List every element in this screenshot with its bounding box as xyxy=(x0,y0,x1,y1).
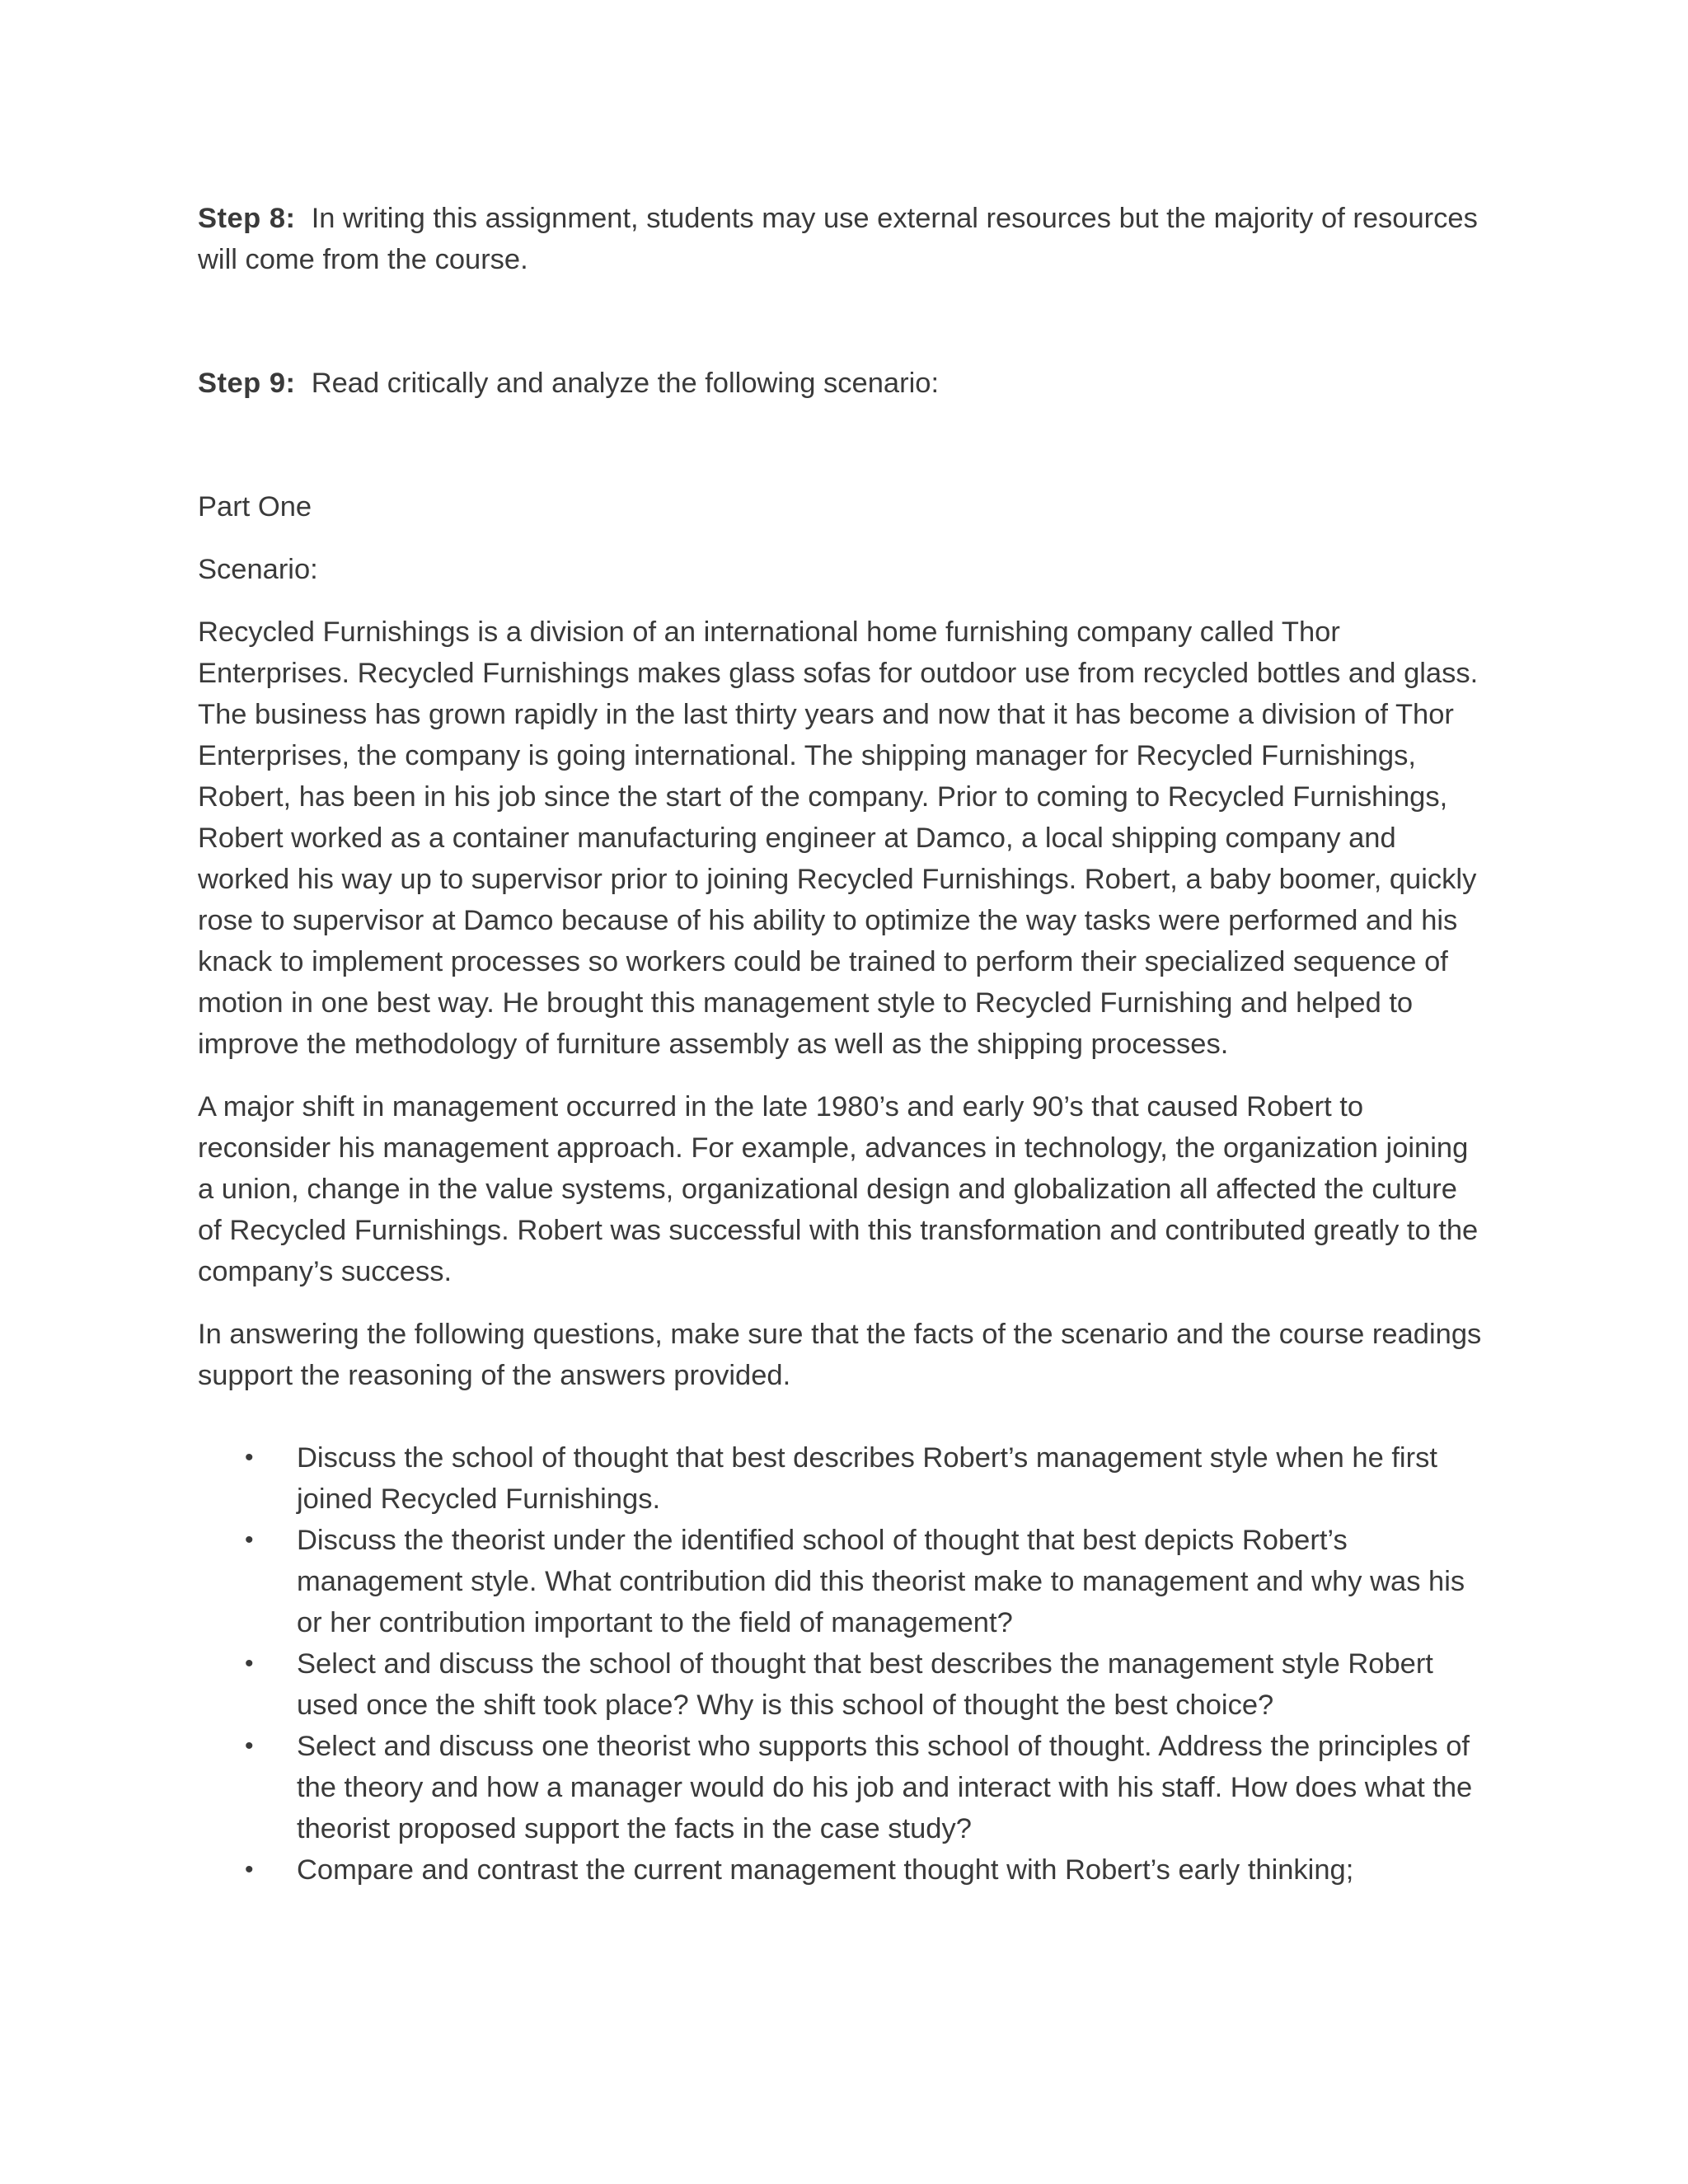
step-9-text: Read critically and analyze the following scenario: xyxy=(311,368,940,399)
instructions-paragraph: In answering the following questions, make sure that the facts of the scenario and the course readings support the reasoning of the answers provided. xyxy=(198,1319,1482,1391)
question-item-2 xyxy=(198,1520,1484,1643)
question-text: Compare and contrast the current management thought with Robert’s early thinking; xyxy=(297,1854,1354,1886)
question-text: Discuss the theorist under the identified school of thought that best depicts Robert’s management style. What contribution did this theorist make to management and why was his or her contribution important to the field of management? xyxy=(297,1525,1465,1638)
step-8-label: Step 8: xyxy=(198,203,296,234)
scenario-label: Scenario: xyxy=(198,554,318,585)
bullet-icon: • xyxy=(245,1444,254,1471)
question-text: Select and discuss one theorist who supports this school of thought. Address the principles of the theory and how a manager would do his job and interact with his staff. How does what the theorist proposed support the facts in the case study? xyxy=(297,1731,1473,1844)
question-text: Discuss the school of thought that best describes Robert’s management style when he first joined Recycled Furnishings. xyxy=(297,1442,1437,1515)
step-9-paragraph xyxy=(198,363,1484,404)
question-item-5 xyxy=(198,1849,1484,1891)
scenario-paragraph-2: A major shift in management occurred in the late 1980’s and early 90’s that caused Robert to reconsider his management approach. For example, advances in technology, the organization joining a union, change in the value systems, organizational design and globalization all affected the culture of Recycled Furnishings. Robert was successful with this transformation and contributed greatly to the company’s success. xyxy=(198,1091,1479,1287)
document-content xyxy=(198,198,1484,1891)
question-text: Select and discuss the school of thought that best describes the management style Robert used once the shift took place? Why is this school of thought the best choice? xyxy=(297,1648,1433,1721)
question-item-1 xyxy=(198,1437,1484,1520)
step-8-paragraph xyxy=(198,198,1484,280)
bullet-icon: • xyxy=(245,1526,254,1554)
question-item-4 xyxy=(198,1726,1484,1849)
step-9-label: Step 9: xyxy=(198,368,296,399)
step-8-text: In writing this assignment, students may use external resources but the majority of resources will come from the course. xyxy=(198,203,1478,275)
scenario-paragraph-1: Recycled Furnishings is a division of an international home furnishing company called Thor Enterprises. Recycled Furnishings makes glass sofas for outdoor use from recycled bottles and glass. The business has grown rapidly in the last thirty years and now that it has become a division of Thor Enterprises, the company is going international. The shipping manager for Recycled Furnishings, Robert, has been in his job since the start of the company. Prior to coming to Recycled Furnishings, Robert worked as a container manufacturing engineer at Damco, a local shipping company and worked his way up to supervisor prior to joining Recycled Furnishings. Robert, a baby boomer, quickly rose to supervisor at Damco because of his ability to optimize the way tasks were performed and his knack to implement processes so workers could be trained to perform their specialized sequence of motion in one best way. He brought this management style to Recycled Furnishing and helped to improve the methodology of furniture assembly as well as the shipping processes. xyxy=(198,616,1479,1060)
bullet-icon: • xyxy=(245,1732,254,1760)
bullet-icon: • xyxy=(245,1650,254,1677)
bullet-icon: • xyxy=(245,1856,254,1883)
question-list xyxy=(198,1437,1484,1891)
part-title: Part One xyxy=(198,491,312,523)
question-item-3 xyxy=(198,1643,1484,1726)
